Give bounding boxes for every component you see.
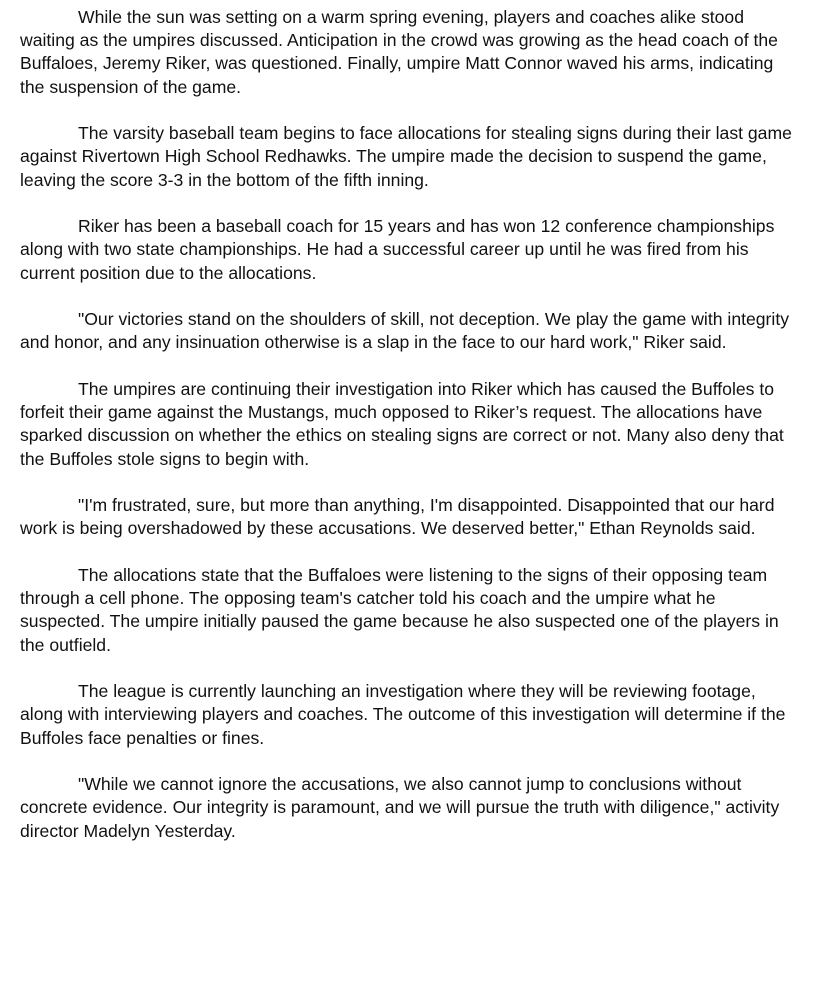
paragraph: While the sun was setting on a warm spring evening, players and coaches alike stood waiting as the umpires discussed. Anticipation in the crowd was growing as the head coach of the Buffaloes, Jeremy Riker, was questioned. Finally, umpire Matt Connor waved his arms, indicating the suspension of the game. — [20, 7, 778, 97]
paragraph: The varsity baseball team begins to face allocations for stealing signs during their last game against Rivertown High School Redhawks. The umpire made the decision to suspend the game, leaving the score 3-3 in the bottom of the fifth inning. — [20, 123, 792, 190]
paragraph: The allocations state that the Buffaloes were listening to the signs of their opposing team through a cell phone. The opposing team's catcher told his coach and the umpire what he suspected. The umpire initially paused the game because he also suspected one of the players in the outfield. — [20, 565, 779, 655]
quote-paragraph: "I'm frustrated, sure, but more than anything, I'm disappointed. Disappointed that our hard work is being overshadowed by these accusations. We deserved better," Ethan Reynolds said. — [20, 495, 775, 539]
quote-paragraph: "Our victories stand on the shoulders of skill, not deception. We play the game with integrity and honor, and any insinuation otherwise is a slap in the face to our hard work," Riker said. — [20, 309, 790, 353]
paragraph: The umpires are continuing their investigation into Riker which has caused the Buffoles to forfeit their game against the Mustangs, much opposed to Riker’s request. The allocations have sparked discussion on whether the ethics on stealing signs are correct or not. Many also deny that the Buffoles stole signs to begin with. — [20, 379, 784, 469]
article-body — [20, 6, 792, 866]
paragraph: Riker has been a baseball coach for 15 years and has won 12 conference championships along with two state championships. He had a successful career up until he was fired from his current position due to the allocations. — [20, 216, 775, 283]
quote-paragraph: "While we cannot ignore the accusations, we also cannot jump to conclusions without concrete evidence. Our integrity is paramount, and we will pursue the truth with diligence," activity director Madelyn Yesterday. — [20, 774, 780, 841]
paragraph: The league is currently launching an investigation where they will be reviewing footage, along with interviewing players and coaches. The outcome of this investigation will determine if the Buffoles face penalties or fines. — [20, 681, 786, 748]
